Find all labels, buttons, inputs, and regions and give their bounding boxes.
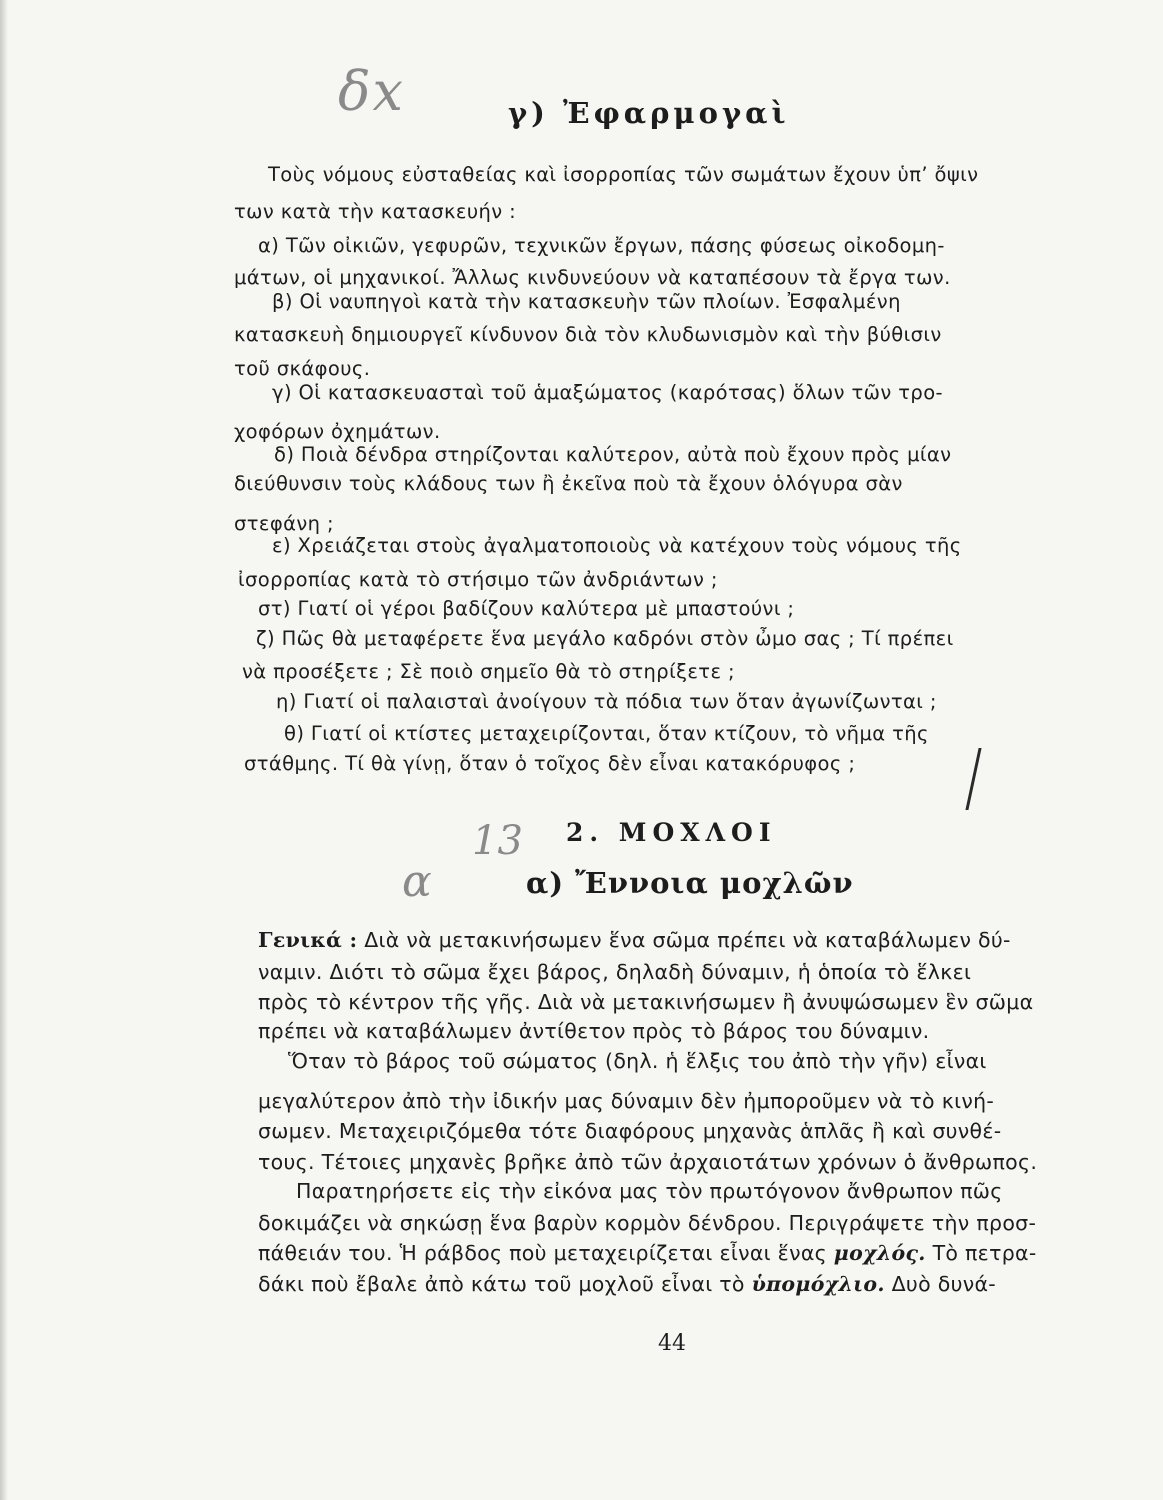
paragraph-line: α) Τῶν οἰκιῶν, γεφυρῶν, τεχνικῶν ἔργων, πάσης φύσεως οἰκοδομη- [258, 234, 945, 257]
paragraph-line: μεγαλύτερον ἀπὸ τὴν ἰδικήν μας δύναμιν δὲν ἠμποροῦμεν νὰ τὸ κινή- [258, 1089, 995, 1113]
term-lever: μοχλός. [833, 1241, 926, 1265]
paragraph-line: νὰ προσέξετε ; Σὲ ποιὸ σημεῖο θὰ τὸ στηρίξετε ; [242, 660, 735, 683]
handwritten-vertical-stroke [965, 748, 995, 810]
handwritten-section-number: 13 [472, 818, 523, 864]
paragraph-line: δοκιμάζει νὰ σηκώσῃ ἕνα βαρὺν κορμὸν δένδρου. Περιγράψετε τὴν προσ- [258, 1211, 1037, 1235]
line-text: πάθειάν του. Ἡ ράβδος ποὺ μεταχειρίζεται εἶναι ἕνας [258, 1241, 827, 1265]
paragraph-line: διεύθυνσιν τοὺς κλάδους των ἢ ἐκεῖνα ποὺ τὰ ἔχουν ὁλόγυρα σὰν [234, 472, 903, 495]
paragraph-line: γ) Οἱ κατασκευασταὶ τοῦ ἁμαξώματος (καρότσας) ὅλων τῶν τρο- [272, 381, 943, 404]
paragraph-line: Παρατηρήσετε εἰς τὴν εἰκόνα μας τὸν πρωτόγονον ἄνθρωπον πῶς [296, 1179, 1003, 1203]
paragraph-line: θ) Γιατί οἱ κτίστες μεταχειρίζονται, ὅταν κτίζουν, τὸ νῆμα τῆς [284, 722, 929, 745]
paragraph-line: στεφάνη ; [234, 512, 334, 535]
paragraph-line: β) Οἱ ναυπηγοὶ κατὰ τὴν κατασκευὴν τῶν πλοίων. Ἐσφαλμένη [272, 290, 901, 313]
page-number: 44 [658, 1331, 686, 1356]
handwritten-alpha-mark: α [402, 856, 432, 907]
paragraph-line-with-term [258, 1272, 996, 1296]
paragraph-line: ναμιν. Διότι τὸ σῶμα ἔχει βάρος, δηλαδὴ δύναμιν, ἡ ὁποία τὸ ἕλκει [258, 960, 972, 984]
paragraph-line: ζ) Πῶς θὰ μεταφέρετε ἕνα μεγάλο καδρόνι στὸν ὦμο σας ; Τί πρέπει [256, 627, 954, 650]
paragraph-line: σωμεν. Μεταχειριζόμεθα τότε διαφόρους μηχανὰς ἁπλᾶς ἢ καὶ συνθέ- [258, 1119, 1002, 1143]
lead-line-text: Διὰ νὰ μετακινήσωμεν ἕνα σῶμα πρέπει νὰ καταβάλωμεν δύ- [364, 928, 1011, 952]
lead-label-general: Γενικά : [258, 928, 358, 952]
paragraph-line: των κατὰ τὴν κατασκευήν : [234, 200, 517, 223]
paragraph-line: Ὅταν τὸ βάρος τοῦ σώματος (δηλ. ἡ ἕλξις του ἀπὸ τὴν γῆν) εἶναι [288, 1049, 987, 1073]
paragraph-line: τοῦ σκάφους. [234, 357, 371, 380]
section-title-applications: γ) Ἐφαρμογαὶ [508, 96, 790, 130]
paragraph-line: κατασκευὴ δημιουργεῖ κίνδυνον διὰ τὸν κλυδωνισμὸν καὶ τὴν βύθισιν [234, 323, 942, 346]
paragraph-line: Τοὺς νόμους εὐσταθείας καὶ ἰσορροπίας τῶν σωμάτων ἔχουν ὑπ’ ὄψιν [268, 163, 979, 186]
line-text: δάκι ποὺ ἔβαλε ἀπὸ κάτω τοῦ μοχλοῦ εἶναι τὸ [258, 1272, 745, 1296]
paragraph-line: δ) Ποιὰ δένδρα στηρίζονται καλύτερον, αὐτὰ ποὺ ἔχουν πρὸς μίαν [274, 443, 952, 466]
paragraph-line: πρέπει νὰ καταβάλωμεν ἀντίθετον πρὸς τὸ βάρος του δύναμιν. [258, 1019, 930, 1043]
section-heading-levers: 2. ΜΟΧΛΟΙ [566, 818, 777, 847]
line-tail: Τὸ πετρα- [932, 1241, 1037, 1265]
handwritten-top-mark: δx [338, 60, 405, 123]
paragraph-line: πρὸς τὸ κέντρον τῆς γῆς. Διὰ νὰ μετακινήσωμεν ἢ ἀνυψώσωμεν ἓν σῶμα [258, 990, 1034, 1014]
paragraph-line-with-term [258, 1241, 1037, 1265]
paragraph-line: μάτων, οἱ μηχανικοί. Ἄλλως κινδυνεύουν νὰ καταπέσουν τὰ ἔργα των. [234, 266, 951, 289]
paragraph-line: ε) Χρειάζεται στοὺς ἀγαλματοποιοὺς νὰ κατέχουν τοὺς νόμους τῆς [272, 534, 962, 557]
line-tail: Δυὸ δυνά- [891, 1272, 997, 1296]
paragraph-line: στ) Γιατί οἱ γέροι βαδίζουν καλύτερα μὲ μπαστούνι ; [258, 597, 795, 620]
paragraph-line-lead [258, 928, 1011, 952]
term-fulcrum: ὑπομόχλιο. [751, 1272, 885, 1296]
paragraph-line: χοφόρων ὀχημάτων. [234, 420, 441, 443]
paragraph-line: στάθμης. Τί θὰ γίνῃ, ὅταν ὁ τοῖχος δὲν εἶναι κατακόρυφος ; [244, 752, 856, 775]
paragraph-line: ἰσορροπίας κατὰ τὸ στήσιμο τῶν ἀνδριάντων ; [238, 568, 718, 591]
paragraph-line: τους. Τέτοιες μηχανὲς βρῆκε ἀπὸ τῶν ἀρχαιοτάτων χρόνων ὁ ἄνθρωπος. [258, 1150, 1038, 1174]
paragraph-line: η) Γιατί οἱ παλαισταὶ ἀνοίγουν τὰ πόδια των ὅταν ἀγωνίζωνται ; [276, 690, 937, 713]
section-subtitle-concept-of-levers: α) Ἔννοια μοχλῶν [526, 866, 854, 900]
page-edge-shadow [0, 0, 8, 1500]
